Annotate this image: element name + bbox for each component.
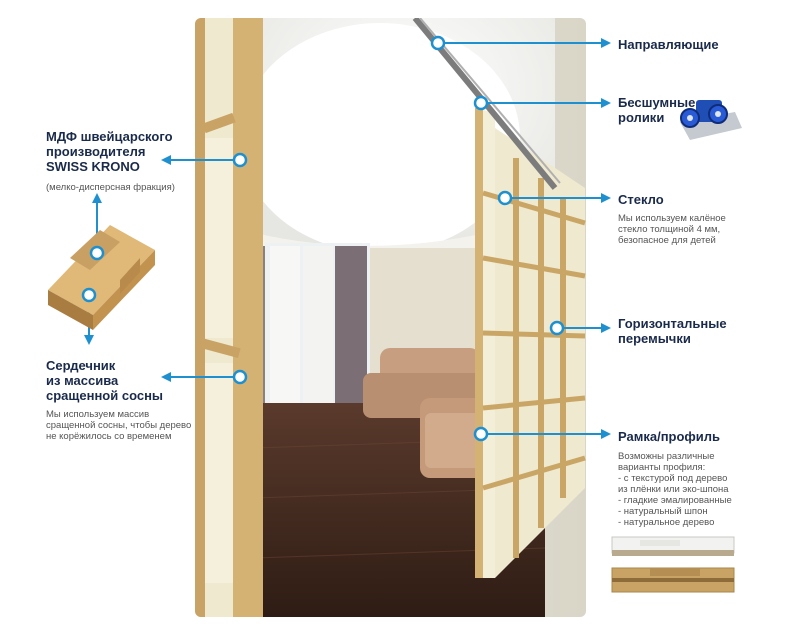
- core-description: Мы используем массив сращенной сосны, чтобы дерево не корёжилось со временем: [46, 409, 192, 442]
- glass-description: Мы используем калёное стекло толщиной 4 мм, безопасное для детей: [618, 213, 726, 246]
- mdf-block-icon: [48, 225, 155, 330]
- mdf-title: МДФ швейцарского производителя SWISS KRONO: [46, 129, 173, 174]
- profile-sample-enamel: [612, 537, 734, 556]
- crossbars-title: Горизонтальные перемычки: [618, 316, 727, 346]
- rails-title: Направляющие: [618, 37, 719, 52]
- core-title: Сердечник из массива сращенной сосны: [46, 358, 164, 403]
- mdf-description: (мелко-дисперсная фракция): [46, 182, 175, 193]
- profile-sample-wood: [612, 568, 734, 592]
- frame-title: Рамка/профиль: [618, 429, 721, 444]
- rollers-title: Бесшумные ролики: [618, 95, 696, 125]
- glass-title: Стекло: [618, 192, 664, 207]
- frame-description: Возможны различные варианты профиля: - с текстурой под дерево из плёнки или эко-шпона - гладкие эмалированные - натуральный шпон - натуральное дерево: [618, 451, 732, 528]
